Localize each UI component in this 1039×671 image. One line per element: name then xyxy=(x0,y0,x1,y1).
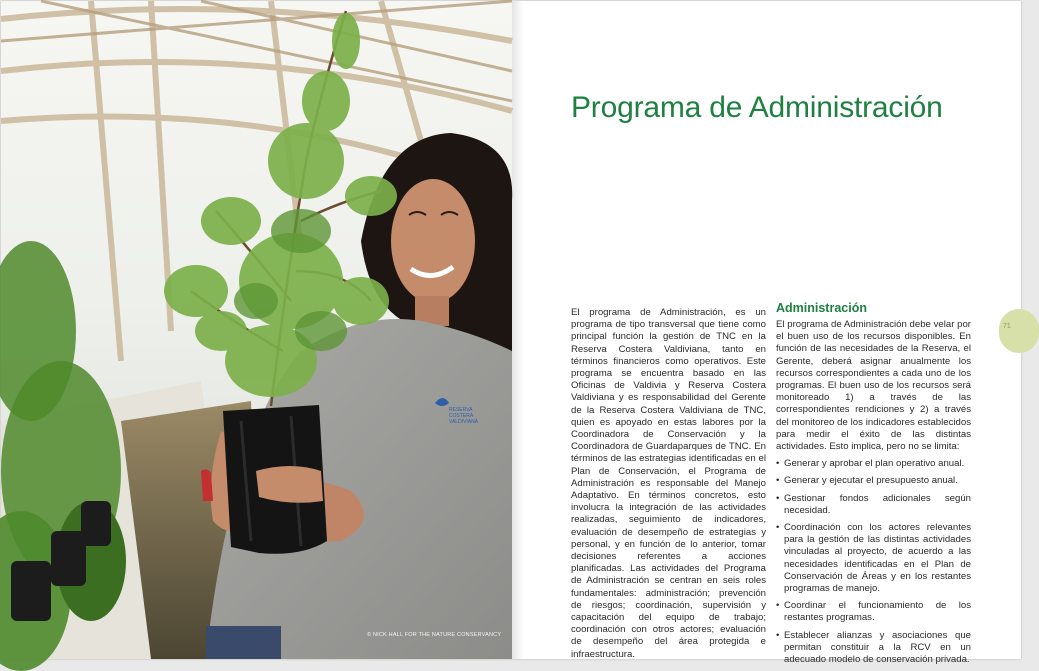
list-item: • Coordinar el funcionamiento de los restantes programas. xyxy=(776,600,971,624)
list-item: • Gestionar fondos adicionales según necesidad. xyxy=(776,493,971,517)
photo-credit: © NICK HALL FOR THE NATURE CONSERVANCY xyxy=(367,632,502,638)
page-gutter xyxy=(512,1,524,659)
intro-paragraph: El programa de Administración, es un programa de tipo transversal que tiene como principal función la gestión de TNC en la Reserva Costera Valdiviana, tanto en términos financieros como operativos. Este programa se encuentra basado en las Oficinas de Valdivia y Reserva Costera Valdiviana y es responsabilidad del Gerente de la Reserva Costera Valdiviana de TNC, quien es apoyado en estas labores por la Coordinadora de Conservación y la Coordinadora de Guardaparques de TNC. En términos de las estrategias identificadas en el Plan de Conservación, el Programa de Administración es responsable del Manejo Adaptativo. En términos concretos, esto involucra la integración de las actividades realizadas, seguimiento de indicadores, evaluación de desempeño de estrategias y personal, y en función de lo anterior, tomar decisiones referentes a acciones planificadas. Las actividades del Programa de Administración se centran en seis roles fundamentales: administración; prevención de riesgos; coordinación, supervisión y capacitación del equipo de trabajo; coordinación con otros actores; evaluación de desempeño del área protegida e infraestructura. xyxy=(571,307,766,660)
photo-illustration xyxy=(1,1,512,659)
responsibilities-list xyxy=(776,458,971,666)
administracion-column xyxy=(776,319,971,671)
list-item: • Coordinación con los actores relevantes para la gestión de las distintas actividades vinculadas al proyecto, de acuerdo a las necesidades identificadas en el Plan de Conservación de Áreas y en los restantes programas de manejo. xyxy=(776,522,971,595)
section-heading-administracion: Administración xyxy=(776,301,867,315)
document-spread xyxy=(1,1,1021,666)
list-item: • Generar y aprobar el plan operativo anual. xyxy=(776,458,971,470)
page-number: 71 xyxy=(1003,323,1011,330)
svg-text:VALDIVIANA: VALDIVIANA xyxy=(449,419,479,425)
page-number-tab xyxy=(999,309,1039,353)
svg-text:RESERVA: RESERVA xyxy=(449,407,473,413)
list-item: • Generar y ejecutar el presupuesto anual. xyxy=(776,475,971,487)
svg-text:COSTERA: COSTERA xyxy=(449,413,474,419)
page-title: Programa de Administración xyxy=(571,91,943,124)
greenhouse-photo xyxy=(1,1,512,659)
section-paragraph: El programa de Administración debe velar por el buen uso de los recursos disponibles. En función de las necesidades de la Reserva, el Gerente, deberá asignar anualmente los recursos correspondientes a cada uno de los programas. El buen uso de los recursos será monitoreado 1) a través de las correspondientes rendiciones y 2) a través del monitoreo de los indicadores establecidos para medir el éxito de las distintas actividades. Esto implica, pero no se limita: xyxy=(776,319,971,453)
intro-column xyxy=(571,307,766,661)
list-item: • Establecer alianzas y asociaciones que permitan constituir a la RCV en un adecuado modelo de conservación privada. xyxy=(776,630,971,667)
